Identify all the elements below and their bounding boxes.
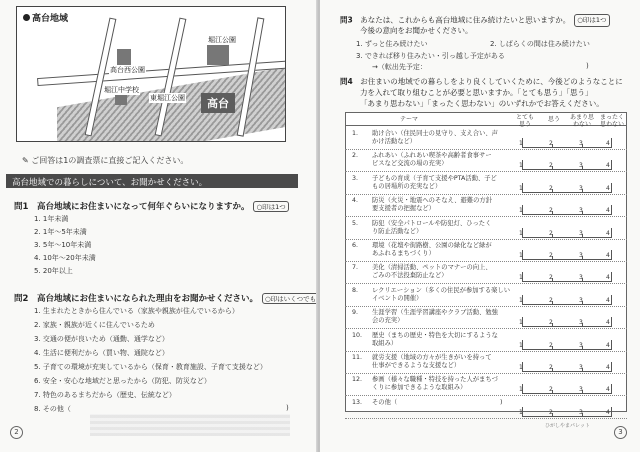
rating-scale[interactable] xyxy=(522,317,612,327)
row-number: 10. xyxy=(352,331,363,339)
scale-number: 1 xyxy=(519,252,523,259)
scale-number: 1 xyxy=(519,207,523,215)
faded-footnote xyxy=(90,414,290,436)
rating-scale[interactable] xyxy=(522,138,612,148)
q2-other-close: ) xyxy=(286,404,289,412)
map-label-park-c: 東堀江公園 xyxy=(150,94,185,102)
scale-number: 3 xyxy=(579,140,583,147)
scale-number: 4 xyxy=(606,252,610,259)
q3-answer-tag: ○印は1つ xyxy=(574,14,609,27)
scale-number: 1 xyxy=(519,408,523,416)
scale-number: 4 xyxy=(606,364,610,371)
q3-subheading: 今後の意向をお聞かせください。 xyxy=(360,26,473,35)
section-bar: 高台地域での暮らしについて、お聞かせください。 xyxy=(6,174,298,188)
row-theme: 歴史（まちの歴史・特色を大切にするような xyxy=(372,331,498,339)
row-number: 4. xyxy=(352,197,359,205)
q1-option: 2. 1年〜5年未満 xyxy=(34,228,87,236)
row-theme-cont: 取組み） xyxy=(372,339,398,347)
scale-number: 1 xyxy=(519,229,523,237)
scale-number: 2 xyxy=(549,386,553,394)
scale-number: 1 xyxy=(519,296,523,304)
map-building xyxy=(117,49,131,65)
scale-number: 2 xyxy=(549,296,553,304)
rating-scale[interactable] xyxy=(522,295,612,305)
row-theme-cont: かけ活動など） xyxy=(372,138,417,145)
scale-number: 4 xyxy=(606,341,610,349)
row-theme-cont: 会の充実） xyxy=(372,317,404,325)
scale-number: 4 xyxy=(606,140,610,147)
row-number: 5. xyxy=(352,219,359,227)
rating-scale[interactable] xyxy=(522,407,612,417)
scale-number: 4 xyxy=(606,319,610,327)
q2-option: 2. 家族・親族が近くに住んでいるため xyxy=(34,321,155,329)
q1-answer-tag: ○印は1つ xyxy=(253,201,288,212)
scale-number: 2 xyxy=(549,364,553,371)
scale-number: 4 xyxy=(606,386,610,394)
row-theme-cont: くりに参加できるような取組み） xyxy=(372,384,467,392)
q3-option: 1. ずっと住み続けたい xyxy=(356,40,428,48)
scale-number: 3 xyxy=(579,319,583,327)
scale-number: 3 xyxy=(579,386,583,394)
scale-number: 1 xyxy=(519,364,523,371)
scale-number: 3 xyxy=(579,252,583,259)
q2-option: 7. 特色のあるまちだから（歴史、伝統など） xyxy=(34,391,176,399)
scale-number: 1 xyxy=(519,184,523,192)
q2-option: 6. 安全・安心な地域だと思ったから（防犯、防災など） xyxy=(34,377,211,385)
scale-number: 3 xyxy=(579,341,583,349)
scale-number: 2 xyxy=(549,207,553,215)
rating-scale[interactable] xyxy=(522,183,612,193)
area-map xyxy=(16,6,286,142)
row-theme-cont: イベントの開催） xyxy=(372,294,423,302)
row-theme-cont: 要支援者の把握など） xyxy=(372,205,435,213)
row-theme: 美化（清掃活動、ペットのマナーの向上、 xyxy=(372,264,492,272)
row-theme: 助け合い（住民同士の見守り、支え合い、声 xyxy=(372,130,498,137)
q2-option: 4. 生活に便利だから（買い物、通院など） xyxy=(34,349,169,357)
scale-header: 思う xyxy=(548,116,561,123)
scale-number: 4 xyxy=(606,296,610,304)
row-theme: 環境（花壇や街路樹、公園の緑化など緑が xyxy=(372,242,492,249)
map-building xyxy=(207,43,229,65)
scale-number: 3 xyxy=(579,162,583,170)
q1-option: 1. 1年未満 xyxy=(34,215,69,223)
row-theme-cont: あふれるまちづくり） xyxy=(372,250,435,257)
rating-scale[interactable] xyxy=(522,250,612,260)
row-theme: 子どもの育成（子育て支援やPTA活動、子ど xyxy=(372,174,497,182)
q1-heading: 問1 高台地域にお住まいになって何年ぐらいになりますか。 ○印は1つ xyxy=(14,200,289,212)
map-label-park-b: 堀江公園 xyxy=(208,36,236,44)
rating-scale[interactable] xyxy=(522,160,612,170)
scale-number: 4 xyxy=(606,408,610,416)
row-number: 13. xyxy=(352,398,363,406)
row-number: 12. xyxy=(352,376,363,384)
other-close: ) xyxy=(500,398,503,406)
row-theme: 生涯学習（生涯学習講座やクラブ活動、勉強 xyxy=(372,309,498,317)
scale-number: 2 xyxy=(549,162,553,170)
scale-number: 3 xyxy=(579,296,583,304)
q2-option: 5. 子育ての環境が充実しているから（保育・教育施設、子育て支援など） xyxy=(34,363,267,371)
q1-option: 5. 20年以上 xyxy=(34,267,73,275)
map-title: 高台地域 xyxy=(23,11,68,24)
row-number: 1. xyxy=(352,130,359,137)
scale-number: 3 xyxy=(579,274,583,282)
scale-number: 3 xyxy=(579,207,583,215)
row-number: 7. xyxy=(352,264,359,272)
row-theme-cont: ごみの不法投棄防止など） xyxy=(372,272,448,280)
scale-number: 2 xyxy=(549,140,553,147)
scale-header: あまり思わない xyxy=(569,114,594,128)
row-theme-cont: り防止活動など） xyxy=(372,227,423,235)
scale-number: 1 xyxy=(519,386,523,394)
row-theme-cont: もの居場所の充実など） xyxy=(372,182,442,190)
scale-number: 3 xyxy=(579,364,583,371)
row-theme-cont: 仕事ができるような支援など） xyxy=(372,362,461,369)
scale-number: 3 xyxy=(579,408,583,416)
scale-number: 3 xyxy=(579,229,583,237)
q3-move-close: ) xyxy=(586,62,589,70)
scale-number: 1 xyxy=(519,341,523,349)
scale-number: 2 xyxy=(549,252,553,259)
q3-heading: 問3 あなたは、これからも高台地域に住み続けたいと思いますか。 ○印は1つ xyxy=(340,14,610,27)
row-number: 6. xyxy=(352,242,359,249)
rating-scale[interactable] xyxy=(522,384,612,394)
q2-option: 3. 交通の便が良いため（通勤、通学など） xyxy=(34,335,169,343)
q2-answer-tag: ○印はいくつでも xyxy=(262,293,319,304)
q3-move-destination: →（転出先予定： xyxy=(372,63,427,71)
q2-option: 8. その他（ xyxy=(34,405,71,413)
scale-number: 4 xyxy=(606,184,610,192)
row-theme: レクリエーション（多くの住民が参加する楽しい xyxy=(372,286,511,294)
map-label-area: 高台 xyxy=(201,93,235,113)
scale-number: 2 xyxy=(549,229,553,237)
scale-number: 4 xyxy=(606,274,610,282)
scale-number: 1 xyxy=(519,140,523,147)
map-label-school: 堀江中学校 xyxy=(104,86,139,94)
rating-scale[interactable] xyxy=(522,272,612,282)
map-label-park-a: 高台西公園 xyxy=(110,66,145,74)
scale-number: 2 xyxy=(549,274,553,282)
scale-number: 2 xyxy=(549,341,553,349)
row-number: 11. xyxy=(352,354,363,361)
q1-option: 4. 10年〜20年未満 xyxy=(34,254,96,262)
page-number-left: 2 xyxy=(10,426,23,439)
scale-number: 2 xyxy=(549,319,553,327)
rating-scale[interactable] xyxy=(522,228,612,238)
q3-option: 2. しばらくの間は住み続けたい xyxy=(490,40,590,48)
page-number-right: 3 xyxy=(614,426,627,439)
scale-number: 2 xyxy=(549,408,553,416)
scale-header: まったく思わない xyxy=(599,114,624,128)
scale-number: 2 xyxy=(549,184,553,192)
rating-scale[interactable] xyxy=(522,362,612,372)
q2-heading: 問2 高台地域にお住まいになられた理由をお聞かせください。 ○印はいくつでも xyxy=(14,292,319,304)
q3-option: 3. できれば移り住みたい・引っ越し予定がある xyxy=(356,52,505,60)
pencil-icon: ✎ xyxy=(22,156,29,165)
row-theme: 参画（様々な職種・特技を持った人がまちづ xyxy=(372,376,498,384)
rating-scale[interactable] xyxy=(522,340,612,350)
rating-scale[interactable] xyxy=(522,205,612,215)
row-theme: その他（ xyxy=(372,398,398,406)
row-theme: 防犯（安全パトロールや防犯灯、ひったく xyxy=(372,219,492,227)
row-number: 8. xyxy=(352,286,359,294)
q1-option: 3. 5年〜10年未満 xyxy=(34,241,92,249)
publisher-logo: ひがしやまパレット xyxy=(545,423,590,429)
row-theme: 就労支援（地域の方々が生きがいを持って xyxy=(372,354,492,361)
row-number: 9. xyxy=(352,309,359,317)
q4-heading: 問4 お住まいの地域での暮らしをより良くしていくために、今後どのようなことに xyxy=(340,77,623,86)
row-theme: ふれあい（ふれあい喫茶や高齢者食事サー xyxy=(372,152,492,160)
row-theme-cont: ビスなど交流の場の充実） xyxy=(372,160,448,168)
scale-number: 4 xyxy=(606,229,610,237)
bullet-icon xyxy=(23,14,30,21)
scale-header: とても思う xyxy=(516,114,535,128)
scale-number: 1 xyxy=(519,162,523,170)
q4-line: 「あまり思わない」「まったく思わない」のいずれかでお答えください。 xyxy=(360,99,604,108)
scale-number: 4 xyxy=(606,162,610,170)
row-number: 2. xyxy=(352,152,359,160)
q4-line: 力を入れて取り組むことが必要と思いますか。「とても思う」「思う」 xyxy=(360,88,593,97)
theme-header: テーマ xyxy=(400,116,419,123)
scale-number: 1 xyxy=(519,319,523,327)
q2-option: 1. 生まれたときから住んでいる（家族や親族が住んでいるから） xyxy=(34,307,239,315)
scale-number: 3 xyxy=(579,184,583,192)
row-theme: 防災（火災・地震へのそなえ、避難の方針 xyxy=(372,197,493,205)
scale-number: 4 xyxy=(606,207,610,215)
scale-number: 1 xyxy=(519,274,523,282)
instruction-line: ✎ ご回答は1の調査票に直接ご記入ください。 xyxy=(22,156,189,165)
row-number: 3. xyxy=(352,174,359,182)
